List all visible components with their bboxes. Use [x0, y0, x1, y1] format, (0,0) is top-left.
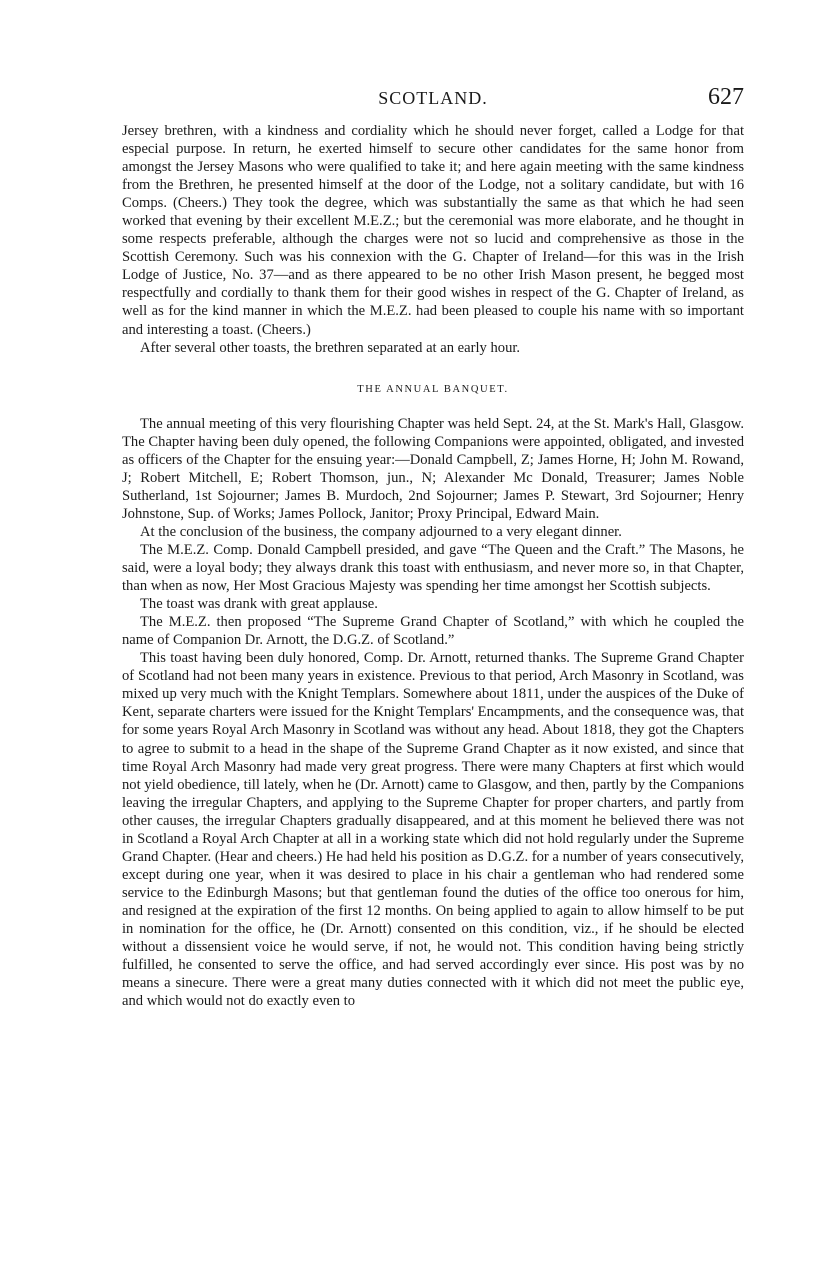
page	[122, 84, 744, 1010]
paragraph: Jersey brethren, with a kindness and cordiality which he should never forget, called a Lodge for that especial purpose. In return, he exerted himself to secure other candidates for the same honor from amongst the Jersey Masons who were qualified to take it; and here again meeting with the same kindness from the Brethren, he presented himself at the door of the Lodge, not a solitary candidate, but with 16 Comps. (Cheers.) They took the degree, which was substantially the same as that which he had seen worked that evening by their excellent M.E.Z.; but the ceremonial was more elaborate, and he thought in some respects preferable, although the charges were not so lucid and comprehensive as those in the Scottish Ceremony. Such was his connexion with the G. Chapter of Ireland—for this was in the Irish Lodge of Justice, No. 37—and as there appeared to be no other Irish Mason present, he begged most respectfully and cordially to thank them for their good wishes in respect of the G. Chapter of Ireland, as well as for the kind manner in which the M.E.Z. had been pleased to couple his name with so important and interesting a toast. (Cheers.)	[122, 123, 744, 338]
paragraph: After several other toasts, the brethren separated at an early hour.	[140, 339, 521, 356]
running-title: SCOTLAND.	[378, 88, 488, 108]
paragraph: The annual meeting of this very flourishing Chapter was held Sept. 24, at the St. Mark's Hall, Glasgow. The Chapter having been duly opened, the following Companions were appointed, obligated, and invested as officers of the Chapter for the ensuing year:—Donald Campbell, Z; James Horne, H; John M. Rowand, J; Robert Mitchell, E; Robert Thomson, jun., N; Alexander Mc Donald, Treasurer; James Noble Sutherland, 1st Sojourner; James B. Murdoch, 2nd Sojourner; James P. Stewart, 3rd Sojourner; Henry Johnstone, Sup. of Works; James Pollock, Janitor; Proxy Principal, Edward Main.	[122, 415, 744, 522]
paragraph: The M.E.Z. Comp. Donald Campbell presided, and gave “The Queen and the Craft.” The Masons, he said, were a loyal body; they always drank this toast with enthusiasm, and never more so, in that Chapter, than when as now, Her Most Gracious Majesty was spending her time amongst her Scottish subjects.	[122, 541, 744, 595]
paragraph: At the conclusion of the business, the company adjourned to a very elegant dinner.	[140, 523, 622, 540]
section-heading: THE ANNUAL BANQUET.	[357, 383, 509, 395]
paragraph: The M.E.Z. then proposed “The Supreme Grand Chapter of Scotland,” with which he coupled the name of Companion Dr. Arnott, the D.G.Z. of Scotland.”	[122, 614, 744, 649]
paragraph: The toast was drank with great applause.	[140, 596, 378, 613]
paragraph: This toast having been duly honored, Comp. Dr. Arnott, returned thanks. The Supreme Grand Chapter of Scotland had not been many years in existence. Previous to that period, Arch Masonry in Scotland, was mixed up very much with the Knight Templars. Somewhere about 1811, under the auspices of the Duke of Kent, separate charters were issued for the Knight Templars' Encampments, and the consequence was, that for some years Royal Arch Masonry in Scotland was without any head. About 1818, they got the Chapters to agree to submit to a head in the shape of the Supreme Grand Chapter as it now existed, and since that time Royal Arch Masonry had made very great progress. There were many Chapters at first which would not yield obedience, till lately, when he (Dr. Arnott) came to Glasgow, and then, partly by the Companions leaving the irregular Chapters, and applying to the Supreme Chapter for proper charters, and partly from other causes, the irregular Chapters gradually disappeared, and at this moment he believed there was not in Scotland a Royal Arch Chapter at all in a working state which did not hold regularly under the Supreme Grand Chapter. (Hear and cheers.) He had held his position as D.G.Z. for a number of years consecutively, except during one year, when it was desired to place in his chair a gentleman who had rendered some service to the Edinburgh Masons; but that gentleman found the duties of the office too onerous for him, and resigned at the expiration of the first 12 months. On being applied to again to allow himself to be put in nomination for the office, he (Dr. Arnott) consented on this condition, viz., if he should be elected without a dissensient voice he would serve, if not, he would not. This condition having being strictly fulfilled, he consented to serve the office, and had served accordingly ever since. His post was by no means a sinecure. There were a great many duties connected with it which did not meet the public eye, and which would not do exactly even to	[122, 650, 744, 1010]
page-number: 627	[708, 84, 744, 110]
article-body	[122, 122, 744, 1010]
running-head	[122, 84, 744, 122]
